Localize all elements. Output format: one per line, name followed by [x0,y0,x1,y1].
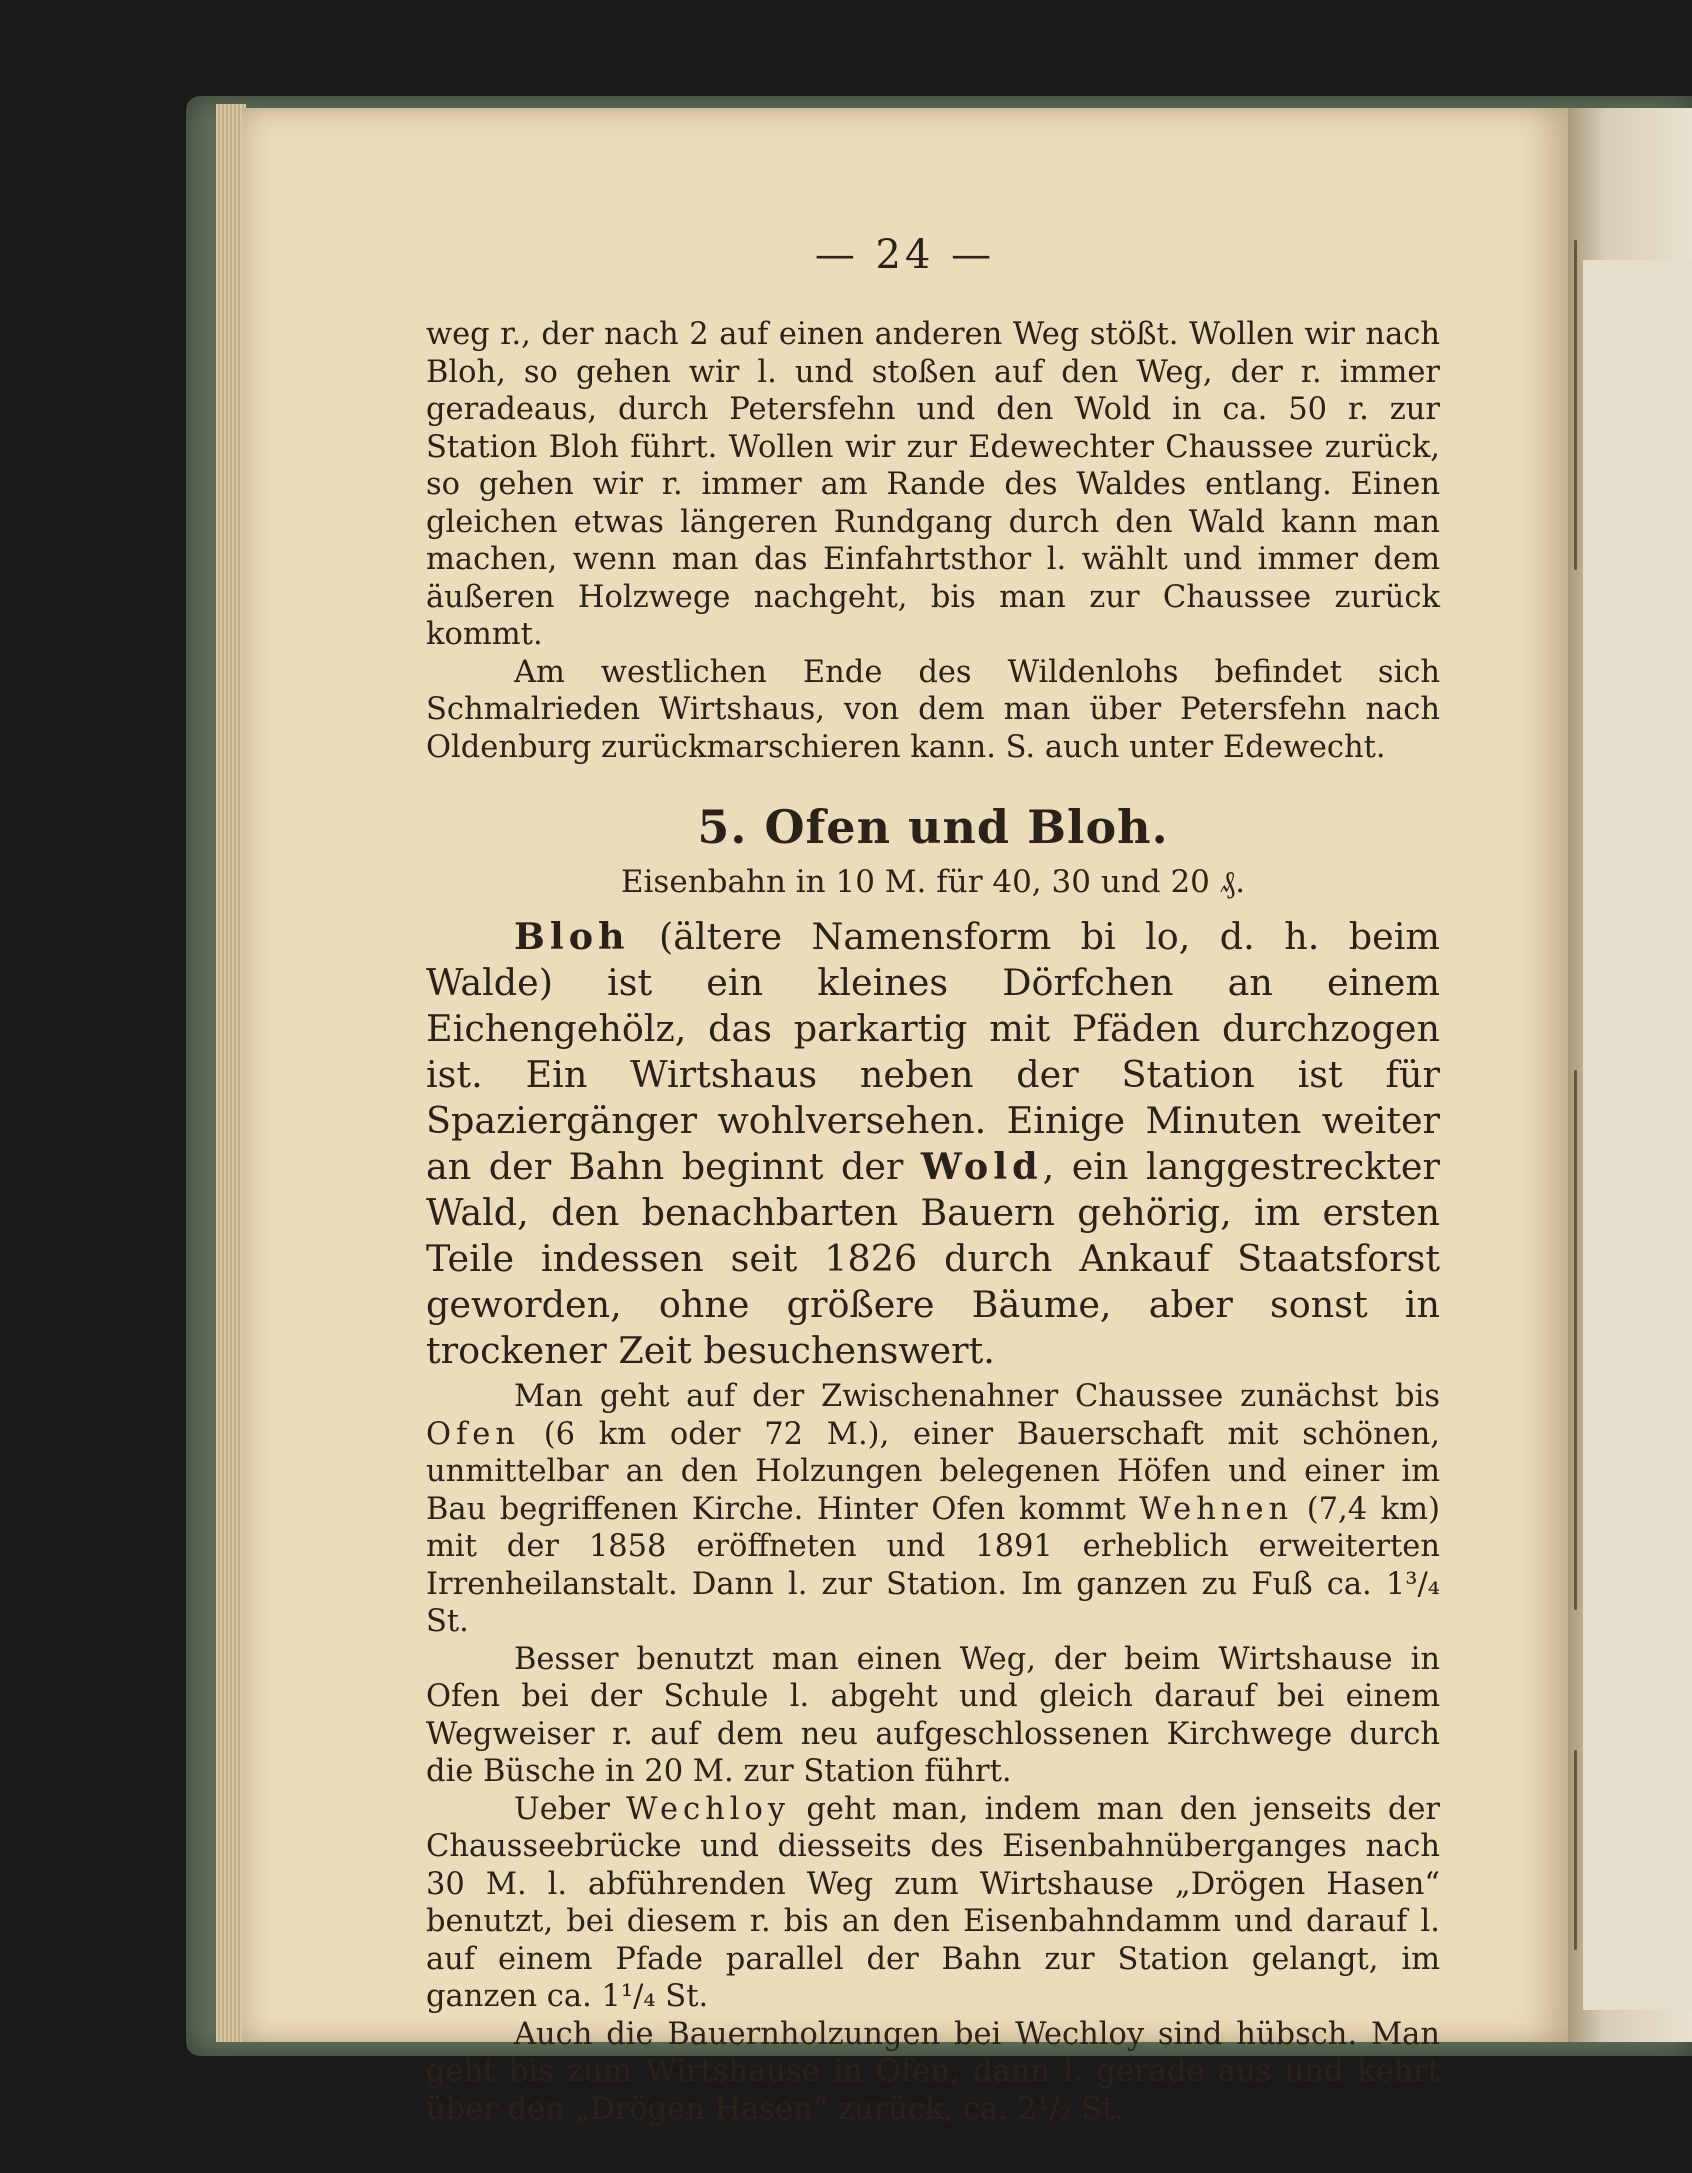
paragraph: Auch die Bauernholzungen bei Wechloy sind hübsch. Man geht bis zum Wirtshause in Ofen, dann l. gerade aus und kehrt über den „Drögen Hasen“ zurück, ca. 2¹/₂ St. [426,2016,1440,2127]
text-run: Man geht auf der Zwischenahner Chaussee zunächst bis [514,1379,1440,1414]
place-name-wold: Wold [920,1145,1043,1188]
place-name-ofen: Ofen [426,1416,520,1452]
text-run: geht man, indem man den jenseits der Chausseebrücke und diesseits des Eisenbahnüberganges nach 30 M. l. abführenden Weg zum Wirtshause „Drögen Hasen“ benutzt, bei diesem r. bis an den Eisenbahndamm und darauf l. auf einem Pfade parallel der Bahn zur Station gelangt, im ganzen ca. 1¹/₄ St. [426,1791,1441,2014]
section-subheading: Eisenbahn in 10 M. für 40, 30 und 20 ₰. [620,864,1246,900]
text-run: (7,4 km) mit der 1858 eröffneten und 1891 erheblich erweiterten Irrenheilanstalt. Dann l. zur Station. Im ganzen zu Fuß ca. 1³/₄ St. [426,1491,1440,1639]
text-run: Ueber [514,1791,627,1827]
binding-stitch [1574,240,1577,570]
place-name-wehnen: Wehnen [1139,1491,1294,1527]
paragraph: Am westlichen Ende des Wildenlohs befindet sich Schmalrieden Wirtshaus, von dem man über Petersfehn nach Oldenburg zurückmarschieren kann. S. auch unter Edewecht. [426,654,1440,765]
binding-stitch [1574,1070,1577,1610]
paragraph: Besser benutzt man einen Weg, der beim Wirtshause in Ofen bei der Schule l. abgeht und gleich darauf bei einem Wegweiser r. auf dem neu aufgeschlossenen Kirchwege durch die Büsche in 20 M. zur Station führt. [426,1641,1440,1789]
text-run: , ein langgestreckter Wald, den benachbarten Bauern gehörig, im ersten Teile indessen seit 1826 durch Ankauf Staatsforst geworden, ohne größere Bäume, aber sonst in trockener Zeit besuchenswert. [426,1145,1440,1372]
paragraph [426,1378,1440,1641]
place-name-bloh: Bloh [514,915,630,958]
binding-stitch [1574,1750,1577,1950]
next-page-strip [1582,260,1692,2010]
paragraph [426,1791,1440,2016]
paragraph: weg r., der nach 2 auf einen anderen Weg stößt. Wollen wir nach Bloh, so gehen wir l. und stoßen auf den Weg, der r. immer geradeaus, durch Petersfehn und den Wold in ca. 50 r. zur Station Bloh führt. Wollen wir zur Edewechter Chaussee zurück, so gehen wir r. immer am Rande des Waldes entlang. Einen gleichen etwas längeren Rundgang durch den Wald kann man machen, wenn man das Einfahrtsthor l. wählt und immer dem äußeren Holzwege nachgeht, bis man zur Chaussee zurück kommt. [426,317,1440,652]
place-name-wechloy: Wechloy [626,1791,791,1827]
page-text [426,316,1440,2128]
text-run: (ältere Namensform bi lo, d. h. beim Walde) ist ein kleines Dörfchen an einem Eichengehölz, das parkartig mit Pfäden durchzogen ist. Ein Wirtshaus neben der Station ist für Spaziergänger wohlversehen. Einige Minuten weiter an der Bahn beginnt der [426,915,1440,1188]
section-heading: 5. Ofen und Bloh. [697,800,1169,854]
text-run: (6 km oder 72 M.), einer Bauerschaft mit schönen, unmittelbar an den Holzungen belegenen Höfen und einer im Bau begriffenen Kirche. Hinter Ofen kommt [426,1416,1440,1527]
large-paragraph [426,914,1440,1374]
page-number: — 24 — [814,232,996,278]
